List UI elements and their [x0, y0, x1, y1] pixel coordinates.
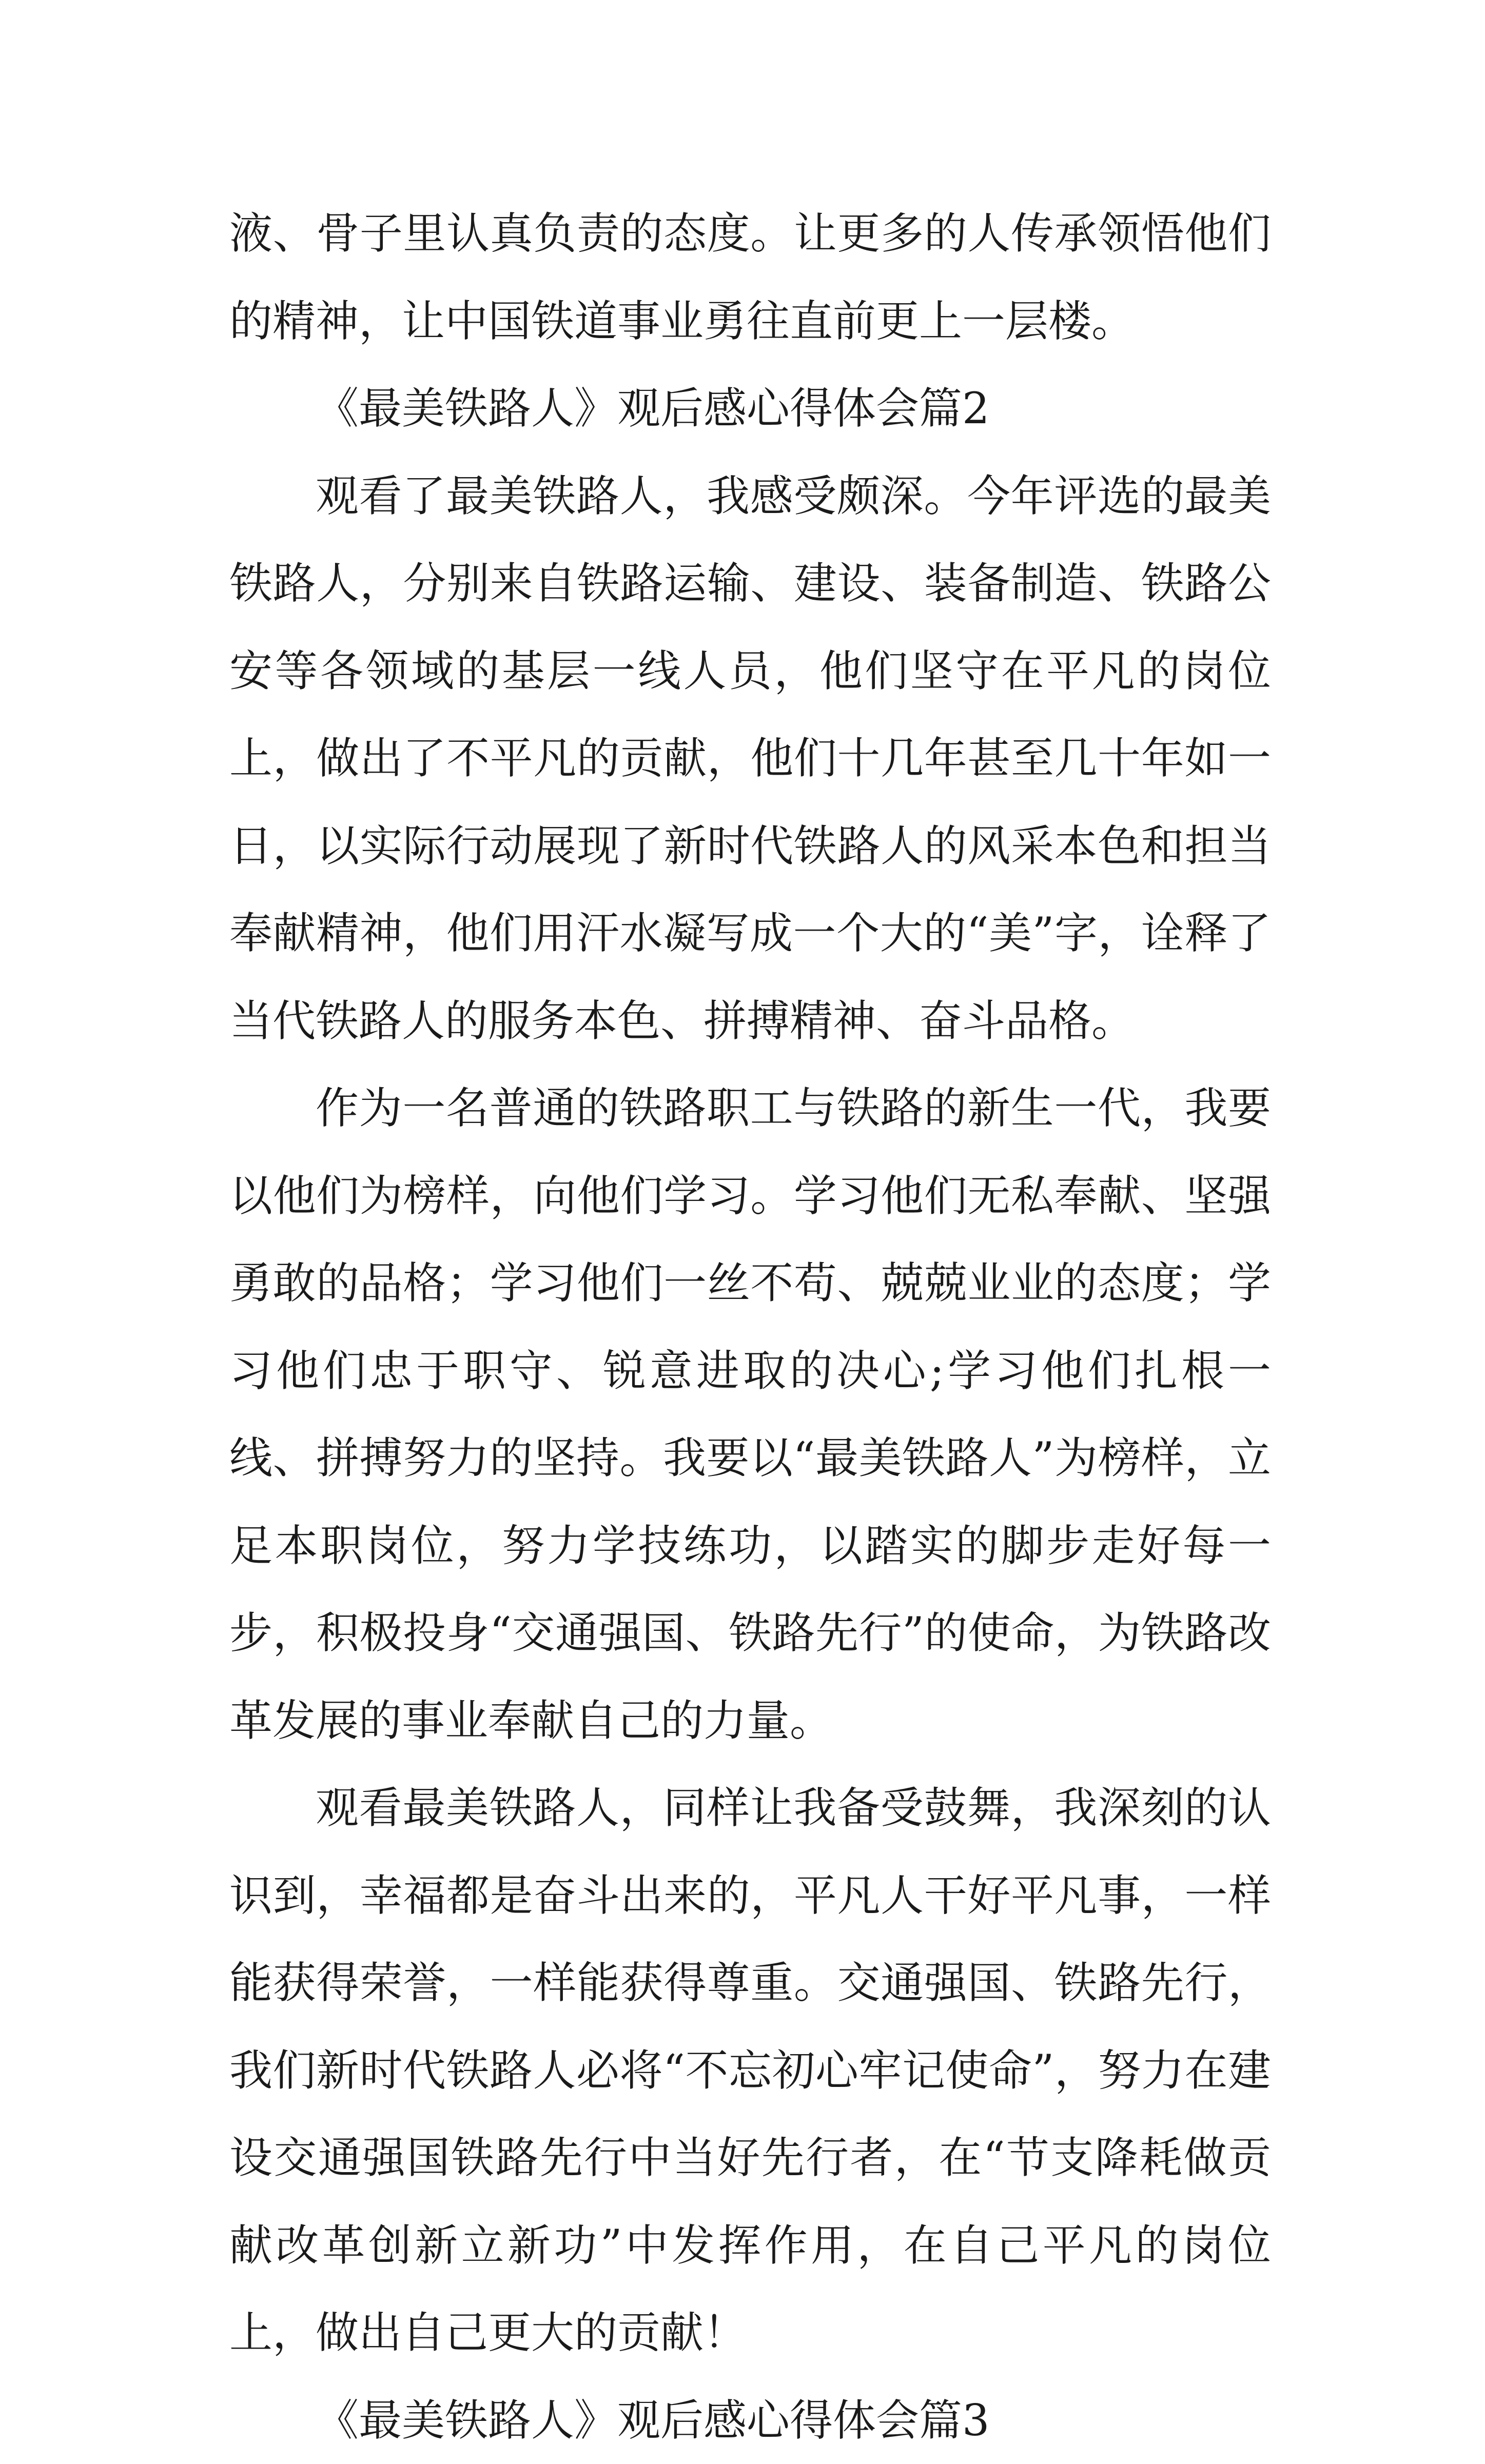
- paragraph: 观看了最美铁路人，我感受颇深。今年评选的最美铁路人，分别来自铁路运输、建设、装备制造、铁路公安等各领域的基层一线人员，他们坚守在平凡的岗位上，做出了不平凡的贡献，他们十几年甚至几十年如一日，以实际行动展现了新时代铁路人的风采本色和担当奉献精神，他们用汗水凝写成一个大的“美”字，诠释了当代铁路人的服务本色、拼搏精神、奋斗品格。: [229, 452, 1271, 1065]
- section-heading-2: 《最美铁路人》观后感心得体会篇2: [229, 365, 1271, 452]
- section-heading-3: 《最美铁路人》观后感心得体会篇3: [229, 2377, 1271, 2464]
- paragraph: 作为一名普通的铁路职工与铁路的新生一代，我要以他们为榜样，向他们学习。学习他们无私奉献、坚强勇敢的品格；学习他们一丝不苟、兢兢业业的态度；学习他们忠于职守、锐意进取的决心;学习他们扎根一线、拼搏努力的坚持。我要以“最美铁路人”为榜样，立足本职岗位，努力学技练功，以踏实的脚步走好每一步，积极投身“交通强国、铁路先行”的使命，为铁路改革发展的事业奉献自己的力量。: [229, 1065, 1271, 1764]
- paragraph-continued: 液、骨子里认真负责的态度。让更多的人传承领悟他们的精神，让中国铁道事业勇往直前更上一层楼。: [229, 190, 1271, 365]
- paragraph: 观看最美铁路人，同样让我备受鼓舞，我深刻的认识到，幸福都是奋斗出来的，平凡人干好平凡事，一样能获得荣誉，一样能获得尊重。交通强国、铁路先行，我们新时代铁路人必将“不忘初心牢记使命”，努力在建设交通强国铁路先行中当好先行者，在“节支降耗做贡献改革创新立新功”中发挥作用，在自己平凡的岗位上，做出自己更大的贡献！: [229, 1764, 1271, 2377]
- document-body: [229, 190, 1271, 2464]
